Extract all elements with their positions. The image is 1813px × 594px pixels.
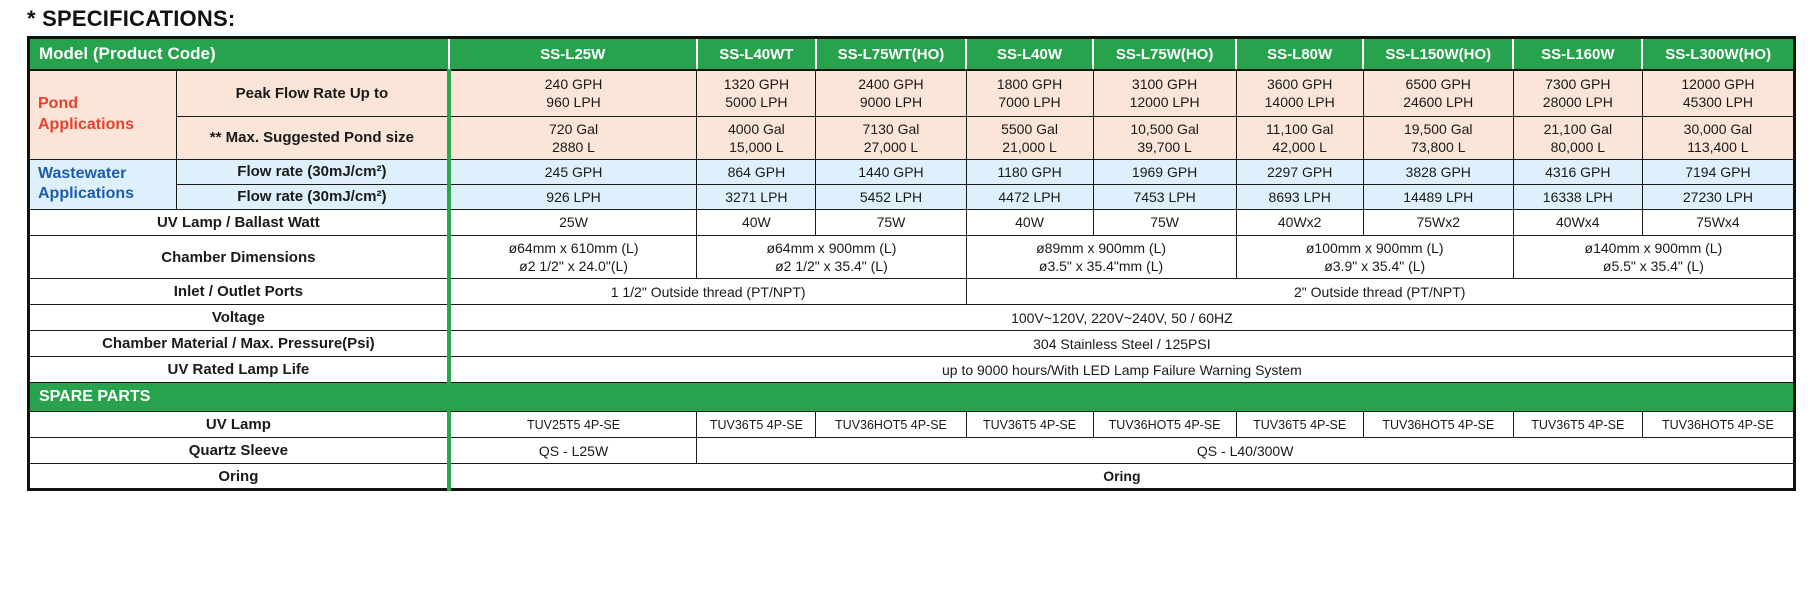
value-cell <box>449 116 697 159</box>
row-label: Chamber Dimensions <box>29 235 449 278</box>
value-cell: 4316 GPH <box>1513 159 1642 184</box>
wastewater-gph-row <box>29 159 1795 184</box>
spare-oring-row <box>29 464 1795 490</box>
value-cell <box>697 235 966 278</box>
group-label-line: Applications <box>38 185 135 203</box>
value-cell: up to 9000 hours/With LED Lamp Failure Warning System <box>449 357 1795 383</box>
uv-lamp-watt-row <box>29 209 1795 235</box>
value-cell: 25W <box>449 209 697 235</box>
value-cell <box>1236 116 1363 159</box>
value-cell: 926 LPH <box>449 184 697 209</box>
value-cell: 40W <box>966 209 1093 235</box>
value-cell <box>966 70 1093 116</box>
value-cell <box>449 70 697 116</box>
row-label: Inlet / Outlet Ports <box>29 279 449 305</box>
value-cell: TUV36HOT5 4P-SE <box>816 412 966 438</box>
value-cell <box>1513 70 1642 116</box>
model-header-cell: SS-L80W <box>1236 38 1363 71</box>
value-line: 2880 L <box>552 138 595 155</box>
value-line: 10,500 Gal <box>1130 120 1199 137</box>
value-line: 28000 LPH <box>1542 94 1613 111</box>
row-label: Chamber Material / Max. Pressure(Psi) <box>29 331 449 357</box>
value-line: 720 Gal <box>549 120 599 137</box>
spare-uv-lamp-row <box>29 412 1795 438</box>
group-label-line: Applications <box>38 115 135 133</box>
row-label: ** Max. Suggested Pond size <box>177 116 449 159</box>
value-line: 39,700 L <box>1137 138 1192 155</box>
value-cell <box>816 70 966 116</box>
value-cell <box>1093 70 1236 116</box>
value-line: 19,500 Gal <box>1403 120 1473 137</box>
voltage-row <box>29 305 1795 331</box>
value-line: 73,800 L <box>1410 138 1466 155</box>
value-cell <box>1513 116 1642 159</box>
value-line: 80,000 L <box>1550 138 1606 155</box>
value-cell <box>1236 70 1363 116</box>
page-title: * SPECIFICATIONS: <box>27 6 236 31</box>
value-cell: QS - L40/300W <box>697 438 1795 464</box>
value-cell: TUV36HOT5 4P-SE <box>1363 412 1513 438</box>
value-cell: 2" Outside thread (PT/NPT) <box>966 279 1795 305</box>
value-cell <box>1642 116 1794 159</box>
value-line: 14000 LPH <box>1264 94 1335 111</box>
value-line: 4000 Gal <box>727 120 785 137</box>
value-line: 240 GPH <box>544 76 603 93</box>
value-cell: 864 GPH <box>697 159 816 184</box>
spare-parts-section-label: SPARE PARTS <box>29 383 1795 412</box>
value-cell: TUV25T5 4P-SE <box>449 412 697 438</box>
value-cell: 8693 LPH <box>1236 184 1363 209</box>
value-line: 7300 GPH <box>1545 76 1611 93</box>
value-cell <box>1513 235 1794 278</box>
value-line: ø89mm x 900mm (L) <box>1036 239 1167 256</box>
value-line: 9000 LPH <box>859 94 923 111</box>
value-cell: 3271 LPH <box>697 184 816 209</box>
value-cell: 304 Stainless Steel / 125PSI <box>449 331 1795 357</box>
value-cell <box>1236 235 1513 278</box>
value-cell: 75W <box>816 209 966 235</box>
value-line: ø5.5" x 35.4" (L) <box>1602 258 1704 275</box>
spare-quartz-sleeve-row <box>29 438 1795 464</box>
model-header-cell: SS-L25W <box>449 38 697 71</box>
value-line: 15,000 L <box>729 138 784 155</box>
model-header-cell: SS-L40W <box>966 38 1093 71</box>
value-cell: TUV36T5 4P-SE <box>1513 412 1642 438</box>
value-cell: 100V~120V, 220V~240V, 50 / 60HZ <box>449 305 1795 331</box>
value-cell: TUV36HOT5 4P-SE <box>1093 412 1236 438</box>
value-cell: 40Wx2 <box>1236 209 1363 235</box>
value-line: ø140mm x 900mm (L) <box>1584 239 1723 256</box>
value-cell: 27230 LPH <box>1642 184 1794 209</box>
value-cell: 5452 LPH <box>816 184 966 209</box>
value-cell <box>1363 116 1513 159</box>
group-label-line: Wastewater <box>38 164 127 182</box>
value-cell <box>966 235 1236 278</box>
row-label: Voltage <box>29 305 449 331</box>
value-line: 960 LPH <box>546 94 601 111</box>
value-cell <box>816 116 966 159</box>
value-line: 12000 LPH <box>1129 94 1200 111</box>
value-cell: 40Wx4 <box>1513 209 1642 235</box>
model-header-cell: SS-L40WT <box>697 38 816 71</box>
value-cell: 2297 GPH <box>1236 159 1363 184</box>
value-line: 7130 Gal <box>862 120 920 137</box>
value-cell <box>449 235 697 278</box>
value-line: 21,000 L <box>1002 138 1057 155</box>
value-line: 21,100 Gal <box>1543 120 1613 137</box>
value-cell: 1969 GPH <box>1093 159 1236 184</box>
model-header-cell: SS-L75WT(HO) <box>816 38 966 71</box>
value-cell: 1440 GPH <box>816 159 966 184</box>
value-line: ø2 1/2" x 24.0"(L) <box>519 258 628 275</box>
spare-parts-section-row <box>29 383 1795 412</box>
model-header-cell: SS-L300W(HO) <box>1642 38 1794 71</box>
value-line: 1800 GPH <box>996 76 1063 93</box>
wastewater-applications-label <box>29 159 177 209</box>
value-cell: TUV36HOT5 4P-SE <box>1642 412 1794 438</box>
row-label: UV Rated Lamp Life <box>29 357 449 383</box>
group-label-line: Pond <box>38 95 78 113</box>
value-line: ø64mm x 900mm (L) <box>766 239 897 256</box>
pond-applications-label <box>29 70 177 159</box>
value-cell: 40W <box>697 209 816 235</box>
value-line: ø2 1/2" x 35.4" (L) <box>775 258 888 275</box>
value-line: 7000 LPH <box>998 94 1061 111</box>
row-label: Peak Flow Rate Up to <box>177 70 449 116</box>
value-cell <box>697 70 816 116</box>
value-line: 27,000 L <box>863 138 919 155</box>
value-line: ø100mm x 900mm (L) <box>1305 239 1444 256</box>
specifications-table <box>27 36 1796 491</box>
value-cell: TUV36T5 4P-SE <box>966 412 1093 438</box>
value-cell <box>1642 70 1794 116</box>
row-label: Quartz Sleeve <box>29 438 449 464</box>
value-cell: TUV36T5 4P-SE <box>697 412 816 438</box>
value-line: 5500 Gal <box>1001 120 1058 137</box>
value-cell: 75Wx2 <box>1363 209 1513 235</box>
row-label: Flow rate (30mJ/cm²) <box>177 159 449 184</box>
value-line: 42,000 L <box>1272 138 1327 155</box>
value-cell: 7453 LPH <box>1093 184 1236 209</box>
wastewater-lph-row <box>29 184 1795 209</box>
row-label: UV Lamp / Ballast Watt <box>29 209 449 235</box>
value-line: 11,100 Gal <box>1265 120 1334 137</box>
value-line: 5000 LPH <box>725 94 788 111</box>
value-line: 2400 GPH <box>858 76 924 93</box>
chamber-dimensions-row <box>29 235 1795 278</box>
model-header-cell: SS-L75W(HO) <box>1093 38 1236 71</box>
value-cell: QS - L25W <box>449 438 697 464</box>
value-line: ø64mm x 610mm (L) <box>508 239 639 256</box>
model-header-cell: SS-L150W(HO) <box>1363 38 1513 71</box>
value-line: 24600 LPH <box>1403 94 1474 111</box>
value-cell: 14489 LPH <box>1363 184 1513 209</box>
value-cell: Oring <box>449 464 1795 490</box>
row-label: Flow rate (30mJ/cm²) <box>177 184 449 209</box>
value-cell <box>697 116 816 159</box>
value-line: 3100 GPH <box>1131 76 1198 93</box>
value-cell: 1 1/2" Outside thread (PT/NPT) <box>449 279 966 305</box>
value-line: 45300 LPH <box>1682 94 1753 111</box>
value-cell: 3828 GPH <box>1363 159 1513 184</box>
value-cell: 75W <box>1093 209 1236 235</box>
value-cell <box>1093 116 1236 159</box>
value-line: 12000 GPH <box>1681 76 1755 93</box>
value-line: 113,400 L <box>1687 138 1749 155</box>
pond-size-row <box>29 116 1795 159</box>
inlet-outlet-row <box>29 279 1795 305</box>
value-cell: 1180 GPH <box>966 159 1093 184</box>
model-header-label: Model (Product Code) <box>29 38 449 71</box>
value-cell: 245 GPH <box>449 159 697 184</box>
value-cell: 4472 LPH <box>966 184 1093 209</box>
value-cell: 7194 GPH <box>1642 159 1794 184</box>
value-cell: 75Wx4 <box>1642 209 1794 235</box>
value-line: 3600 GPH <box>1266 76 1333 93</box>
lamp-life-row <box>29 357 1795 383</box>
model-header-row <box>29 38 1795 71</box>
value-line: ø3.9" x 35.4" (L) <box>1324 258 1426 275</box>
chamber-material-row <box>29 331 1795 357</box>
row-label: UV Lamp <box>29 412 449 438</box>
value-line: 1320 GPH <box>723 76 790 93</box>
value-cell <box>966 116 1093 159</box>
value-line: 30,000 Gal <box>1683 120 1753 137</box>
row-label: Oring <box>29 464 449 490</box>
model-header-cell: SS-L160W <box>1513 38 1642 71</box>
value-cell: TUV36T5 4P-SE <box>1236 412 1363 438</box>
value-line: ø3.5" x 35.4"mm (L) <box>1038 258 1164 275</box>
value-cell <box>1363 70 1513 116</box>
peak-flow-row <box>29 70 1795 116</box>
value-cell: 16338 LPH <box>1513 184 1642 209</box>
value-line: 6500 GPH <box>1405 76 1471 93</box>
